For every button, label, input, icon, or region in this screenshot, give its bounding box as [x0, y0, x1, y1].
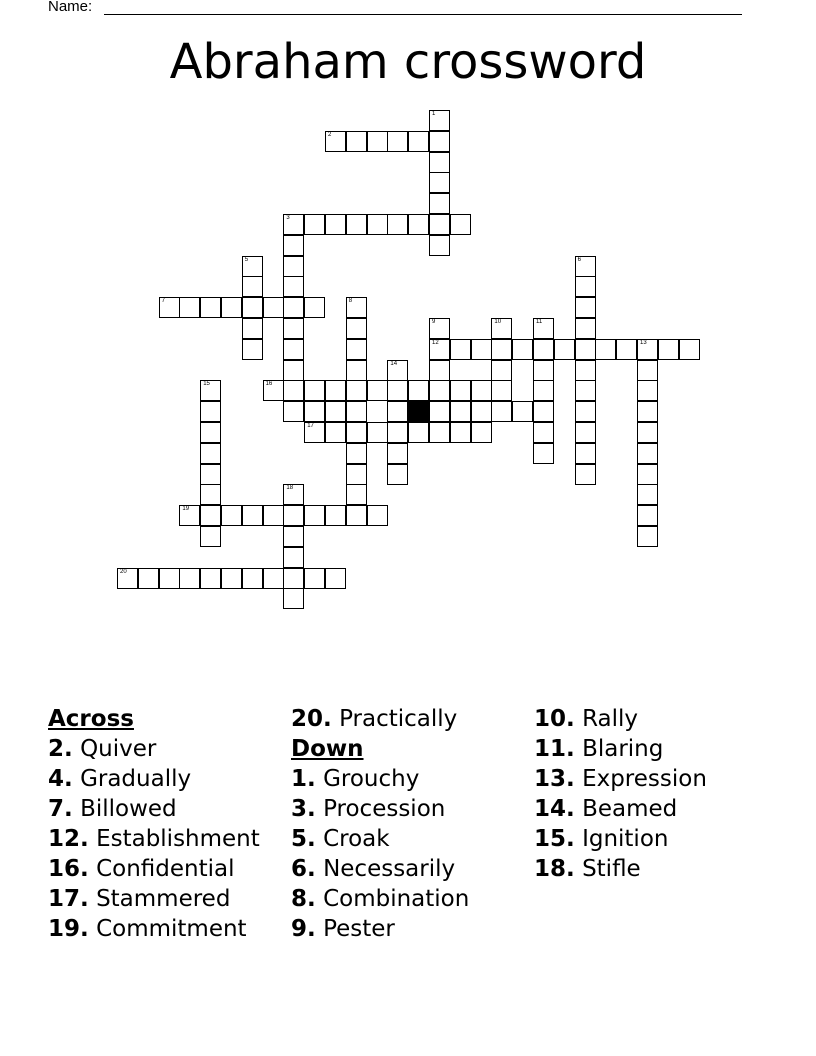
clue-number: 20: [120, 568, 127, 575]
grid-cell[interactable]: [387, 360, 408, 381]
grid-cell[interactable]: [283, 214, 304, 235]
grid-cell[interactable]: [471, 339, 492, 360]
grid-cell[interactable]: [575, 256, 596, 277]
grid-cell[interactable]: [346, 360, 367, 381]
grid-cell[interactable]: [304, 505, 325, 526]
clue-down-11: 11. Blaring: [534, 736, 664, 762]
grid-cell[interactable]: [304, 568, 325, 589]
name-input-line[interactable]: [104, 14, 742, 15]
clue-across-19: 19. Commitment: [48, 916, 247, 942]
grid-cell[interactable]: [242, 276, 263, 297]
grid-cell[interactable]: [575, 401, 596, 422]
clue-down-3: 3. Procession: [291, 796, 446, 822]
clue-number: 10: [494, 319, 502, 325]
clue-number: 19: [182, 506, 190, 513]
grid-cell[interactable]: [221, 568, 242, 589]
grid-cell[interactable]: [533, 422, 554, 443]
clue-number: 6: [577, 256, 581, 263]
clue-down-5: 5. Croak: [291, 826, 390, 852]
grid-cell[interactable]: [429, 131, 450, 152]
grid-cell[interactable]: [325, 568, 346, 589]
grid-cell[interactable]: [367, 131, 388, 152]
clue-across-16: 16. Confidential: [48, 856, 235, 882]
grid-cell[interactable]: [346, 464, 367, 485]
grid-cell[interactable]: [179, 568, 200, 589]
clue-column-2: [291, 704, 469, 944]
clue-down-6: 6. Necessarily: [291, 856, 456, 882]
grid-cell[interactable]: [200, 422, 221, 443]
clue-across-17: 17. Stammered: [48, 886, 231, 912]
grid-cell[interactable]: [575, 276, 596, 297]
grid-cell[interactable]: [450, 380, 471, 401]
grid-cell[interactable]: [346, 443, 367, 464]
grid-cell[interactable]: [200, 505, 221, 526]
grid-cell[interactable]: [263, 505, 284, 526]
grid-cell[interactable]: [200, 401, 221, 422]
grid-cell[interactable]: [387, 131, 408, 152]
grid-cell[interactable]: [387, 443, 408, 464]
clue-down-9: 9. Pester: [291, 916, 395, 942]
grid-cell[interactable]: [575, 464, 596, 485]
grid-cell[interactable]: [221, 505, 242, 526]
grid-cell[interactable]: [200, 297, 221, 318]
grid-cell[interactable]: [221, 297, 242, 318]
grid-cell[interactable]: [117, 568, 138, 589]
grid-cell[interactable]: [283, 380, 304, 401]
clue-number: 15: [203, 381, 210, 388]
grid-cell[interactable]: [304, 380, 325, 401]
grid-cell[interactable]: [637, 484, 658, 505]
grid-cell[interactable]: [450, 401, 471, 422]
grid-cell[interactable]: [200, 443, 221, 464]
grid-cell[interactable]: [283, 588, 304, 609]
clue-down-15: 15. Ignition: [534, 826, 669, 852]
grid-cell[interactable]: [283, 276, 304, 297]
grid-cell[interactable]: [283, 318, 304, 339]
grid-cell[interactable]: [242, 339, 263, 360]
grid-cell[interactable]: [575, 297, 596, 318]
grid-cell[interactable]: [512, 401, 533, 422]
grid-cell[interactable]: [658, 339, 679, 360]
grid-cell[interactable]: [387, 401, 408, 422]
grid-cell[interactable]: [429, 110, 450, 131]
grid-cell[interactable]: [429, 360, 450, 381]
grid-cell[interactable]: [325, 131, 346, 152]
grid-cell[interactable]: [283, 235, 304, 256]
grid-cell[interactable]: [346, 401, 367, 422]
grid-cell[interactable]: [429, 318, 450, 339]
grid-cell[interactable]: [429, 152, 450, 173]
grid-cell[interactable]: [283, 297, 304, 318]
grid-cell[interactable]: [471, 380, 492, 401]
grid-cell[interactable]: [533, 401, 554, 422]
grid-cell[interactable]: [325, 505, 346, 526]
grid-cell[interactable]: [637, 505, 658, 526]
grid-cell[interactable]: [200, 380, 221, 401]
grid-cell[interactable]: [429, 235, 450, 256]
grid-cell[interactable]: [429, 380, 450, 401]
grid-cell[interactable]: [283, 505, 304, 526]
grid-cell[interactable]: [346, 214, 367, 235]
grid-cell[interactable]: [367, 422, 388, 443]
grid-cell[interactable]: [491, 360, 512, 381]
grid-cell[interactable]: [346, 380, 367, 401]
grid-cell[interactable]: [159, 297, 180, 318]
clue-number: 14: [390, 360, 398, 367]
grid-cell[interactable]: [533, 443, 554, 464]
down-heading: Down: [291, 736, 364, 762]
grid-cell[interactable]: [304, 401, 325, 422]
grid-cell[interactable]: [304, 422, 325, 443]
clue-across-12: 12. Establishment: [48, 826, 260, 852]
grid-cell[interactable]: [200, 464, 221, 485]
grid-cell[interactable]: [242, 297, 263, 318]
grid-cell[interactable]: [325, 422, 346, 443]
clue-down-1: 1. Grouchy: [291, 766, 420, 792]
grid-cell[interactable]: [346, 131, 367, 152]
grid-cell[interactable]: [346, 297, 367, 318]
grid-cell[interactable]: [575, 422, 596, 443]
grid-cell[interactable]: [200, 484, 221, 505]
grid-cell[interactable]: [575, 443, 596, 464]
grid-cell[interactable]: [387, 464, 408, 485]
grid-cell[interactable]: [283, 339, 304, 360]
grid-cell[interactable]: [575, 339, 596, 360]
clue-number: 3: [286, 215, 290, 221]
grid-cell[interactable]: [242, 505, 263, 526]
grid-cell[interactable]: [346, 422, 367, 443]
grid-cell[interactable]: [637, 401, 658, 422]
grid-cell[interactable]: [304, 297, 325, 318]
grid-cell[interactable]: [533, 360, 554, 381]
grid-cell[interactable]: [159, 568, 180, 589]
grid-cell[interactable]: [242, 256, 263, 277]
grid-cell[interactable]: [575, 318, 596, 339]
grid-cell[interactable]: [367, 505, 388, 526]
grid-cell[interactable]: [429, 172, 450, 193]
clue-down-10: 10. Rally: [534, 706, 639, 732]
grid-cell[interactable]: [283, 568, 304, 589]
grid-cell[interactable]: [616, 339, 637, 360]
grid-cell[interactable]: [179, 505, 200, 526]
grid-cell[interactable]: [408, 380, 429, 401]
clue-across-2: 2. Quiver: [48, 736, 157, 762]
grid-cell[interactable]: [304, 214, 325, 235]
grid-cell[interactable]: [429, 339, 450, 360]
name-label: Name:: [48, 0, 93, 15]
clue-down-14: 14. Beamed: [534, 796, 678, 822]
grid-cell[interactable]: [325, 401, 346, 422]
clue-number: 18: [286, 485, 294, 492]
clue-number: 17: [307, 423, 314, 429]
clue-number: 1: [432, 111, 436, 117]
grid-cell[interactable]: [637, 360, 658, 381]
grid-cell[interactable]: [387, 214, 408, 235]
grid-cell[interactable]: [387, 380, 408, 401]
grid-cell[interactable]: [512, 339, 533, 360]
grid-cell[interactable]: [283, 401, 304, 422]
clue-number: 12: [432, 339, 439, 346]
grid-cell[interactable]: [637, 443, 658, 464]
grid-cell[interactable]: [408, 131, 429, 152]
grid-cell[interactable]: [429, 214, 450, 235]
clue-down-8: 8. Combination: [291, 886, 470, 912]
grid-cell[interactable]: [575, 380, 596, 401]
clue-down-13: 13. Expression: [534, 766, 707, 792]
clue-down-18: 18. Stifle: [534, 856, 641, 882]
grid-cell[interactable]: [637, 339, 658, 360]
grid-cell[interactable]: [595, 339, 616, 360]
page-title: Abraham crossword: [169, 34, 647, 90]
grid-cell[interactable]: [387, 422, 408, 443]
grid-cell[interactable]: [429, 422, 450, 443]
clue-number: 5: [244, 256, 249, 263]
grid-cell[interactable]: [471, 401, 492, 422]
grid-cell[interactable]: [491, 318, 512, 339]
grid-cell[interactable]: [138, 568, 159, 589]
grid-cell[interactable]: [533, 318, 554, 339]
grid-cell[interactable]: [283, 256, 304, 277]
grid-cell[interactable]: [283, 484, 304, 505]
grid-cell[interactable]: [283, 526, 304, 547]
grid-cell[interactable]: [491, 339, 512, 360]
clue-column-3: [534, 704, 707, 884]
grid-cell[interactable]: [637, 422, 658, 443]
grid-cell[interactable]: [200, 568, 221, 589]
grid-cell[interactable]: [450, 339, 471, 360]
grid-cell[interactable]: [491, 380, 512, 401]
grid-cell[interactable]: [200, 526, 221, 547]
grid-cell[interactable]: [325, 380, 346, 401]
grid-cell[interactable]: [263, 568, 284, 589]
grid-cell[interactable]: [346, 484, 367, 505]
clue-number: 13: [640, 339, 647, 346]
grid-cell[interactable]: [263, 297, 284, 318]
clue-column-1: [48, 704, 260, 944]
grid-cell[interactable]: [637, 380, 658, 401]
grid-cell[interactable]: [533, 380, 554, 401]
clue-number: 9: [432, 319, 436, 325]
clue-across-7: 7. Billowed: [48, 796, 177, 822]
grid-cell[interactable]: [325, 214, 346, 235]
grid-cell[interactable]: [346, 318, 367, 339]
grid-cell[interactable]: [283, 360, 304, 381]
grid-cell[interactable]: [471, 422, 492, 443]
clue-number: 7: [161, 298, 165, 305]
grid-cell[interactable]: [491, 401, 512, 422]
grid-cell[interactable]: [346, 339, 367, 360]
grid-cell[interactable]: [242, 318, 263, 339]
grid-cell[interactable]: [637, 526, 658, 547]
grid-cell[interactable]: [533, 339, 554, 360]
grid-cell[interactable]: [429, 193, 450, 214]
grid-cell[interactable]: [450, 214, 471, 235]
grid-cell[interactable]: [367, 214, 388, 235]
grid-cell[interactable]: [408, 214, 429, 235]
grid-cell[interactable]: [679, 339, 700, 360]
clue-number: 8: [348, 298, 353, 305]
grid-cell[interactable]: [408, 422, 429, 443]
across-heading: Across: [48, 706, 134, 732]
clue-number: 16: [265, 381, 273, 388]
grid-cell[interactable]: [429, 401, 450, 422]
grid-cell-black: [408, 401, 429, 422]
grid-cell[interactable]: [554, 339, 575, 360]
grid-cell[interactable]: [346, 505, 367, 526]
grid-cell[interactable]: [575, 360, 596, 381]
clue-across-20: 20. Practically: [291, 706, 458, 732]
grid-cell[interactable]: [242, 568, 263, 589]
grid-cell[interactable]: [637, 464, 658, 485]
grid-cell[interactable]: [283, 547, 304, 568]
grid-cell[interactable]: [179, 297, 200, 318]
clue-across-4: 4. Gradually: [48, 766, 192, 792]
clue-number: 11: [536, 319, 543, 325]
grid-cell[interactable]: [263, 380, 284, 401]
grid-cell[interactable]: [367, 380, 388, 401]
clue-number: 2: [328, 131, 332, 138]
grid-cell[interactable]: [450, 422, 471, 443]
